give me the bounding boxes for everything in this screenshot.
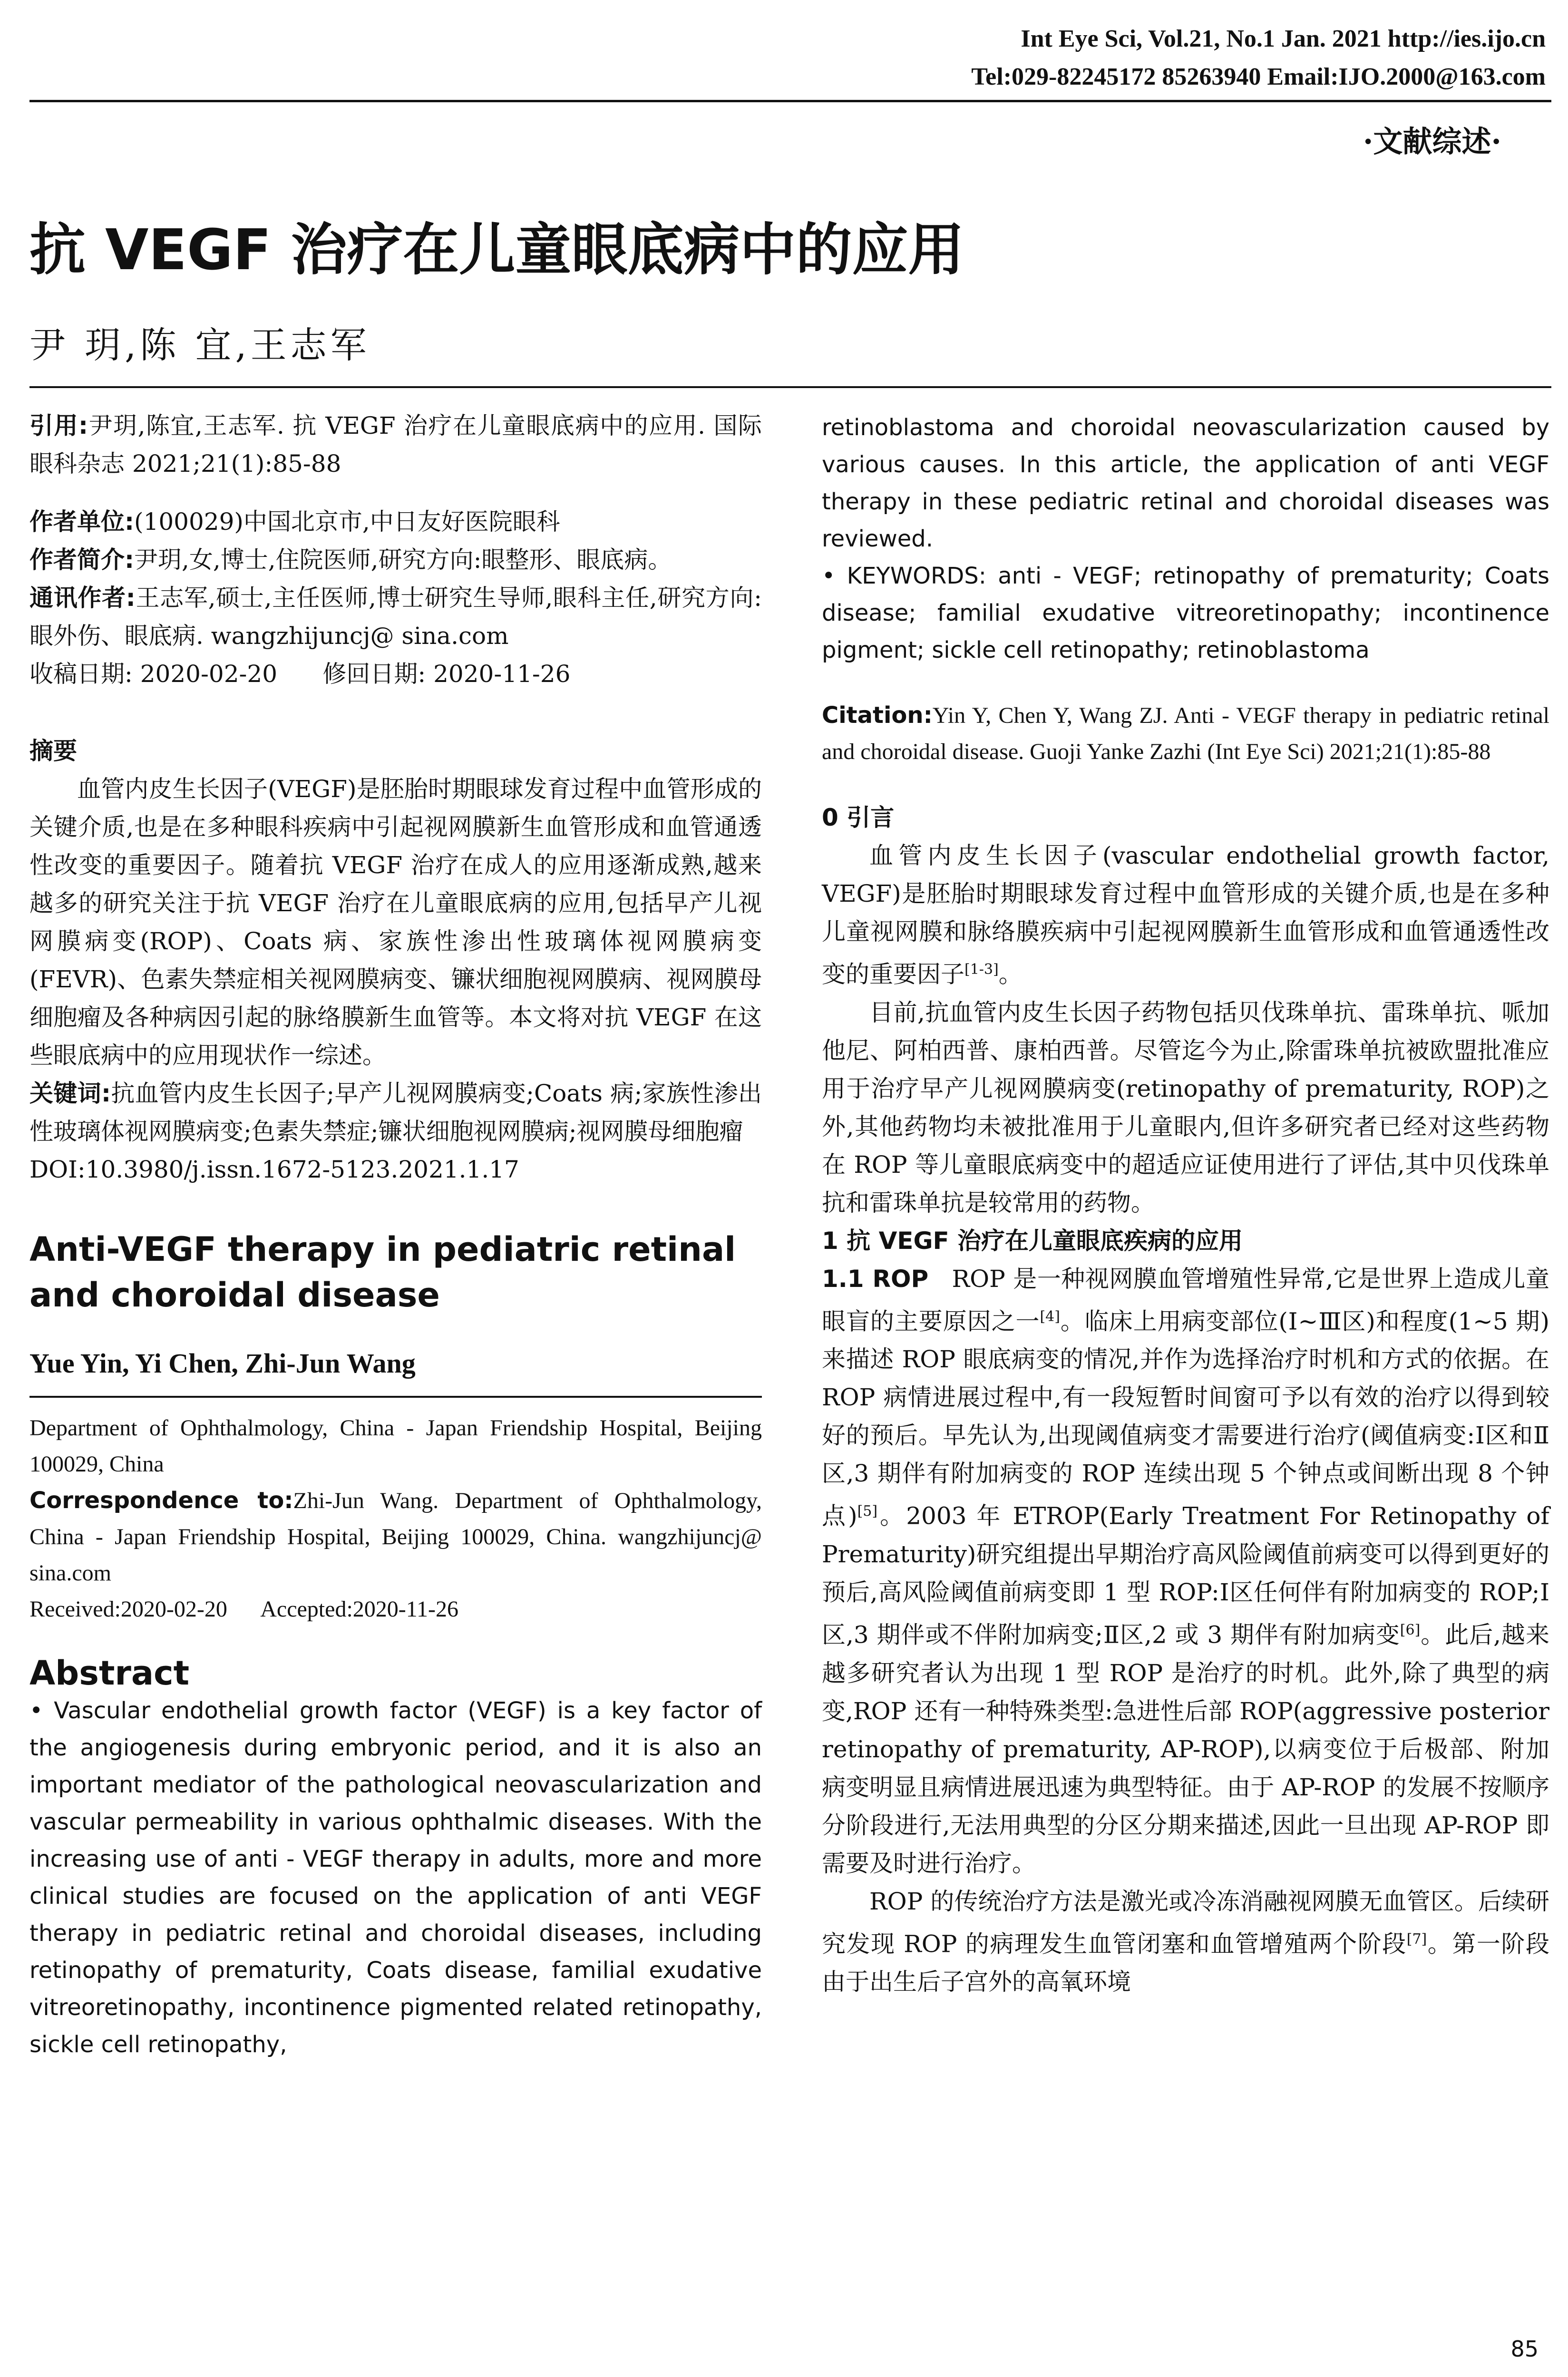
keywords-label: 关键词:	[29, 1080, 111, 1107]
s11-p1a: ROP 是一种视网膜血管增殖性异常,它是世界上造成儿童眼盲的主要原因之一	[822, 1265, 1549, 1335]
english-abstract-text: • Vascular endothelial growth factor (VEGF) is a key factor of the angiogenesis during embryonic period, and it is also an important mediator of the pathological neovascularization and vascular permeability in various ophthalmic diseases. With the increasing use of anti - VEGF therapy in adults, more and more clinical studies are focused on the application of anti VEGF therapy in pediatric retinal and choroidal diseases, including retinopathy of prematurity, Coats disease, familial exudative vitreoretinopathy, incontinence pigmented related retinopathy, sickle cell retinopathy,	[29, 1697, 762, 2058]
section0-paragraph2: 目前,抗血管内皮生长因子药物包括贝伐珠单抗、雷珠单抗、哌加他尼、阿柏西普、康柏西普。尽管迄今为止,除雷珠单抗被欧盟批准应用于治疗早产儿视网膜病变(retinopathy of prematurity, ROP)之外,其他药物均未被批准用于儿童眼内,但许多研究者已经对这些药物在 ROP 等儿童眼底病变中的超适应证使用进行了评估,其中贝伐珠单抗和雷珠单抗是较常用的药物。	[822, 998, 1549, 1217]
abstract-label-cn: 摘要	[29, 737, 77, 765]
ref-7: [7]	[1406, 1930, 1427, 1948]
s11-p1c: 。2003 年 ETROP(Early Treatment For Retinopathy of Prematurity)研究组提出早期治疗高风险阈值前病变可以得到更好的预后,高风险阈值前病变即 1 型 ROP:Ⅰ区任何伴有附加病变的 ROP;Ⅰ区,3 期伴或不伴附加病变;Ⅱ区,2 或 3 期伴有附加病变	[822, 1502, 1549, 1649]
keywords-cn	[29, 1074, 762, 1150]
abstract-text-cn: 血管内皮生长因子(VEGF)是胚胎时期眼球发育过程中血管形成的关键介质,也是在多种眼科疾病中引起视网膜新生血管形成和血管通透性改变的重要因子。随着抗 VEGF 治疗在成人的应用逐渐成熟,越来越多的研究关注于抗 VEGF 治疗在儿童眼底病的应用,包括早产儿视网膜病变(ROP)、Coats 病、家族性渗出性玻璃体视网膜病变(FEVR)、色素失禁症相关视网膜病变、镰状细胞视网膜病、视网膜母细胞瘤及各种病因引起的脉络膜新生血管等。本文将对抗 VEGF 在这些眼底病中的应用现状作一综述。	[29, 775, 762, 1069]
affiliation-text: (100029)中国北京市,中日友好医院眼科	[134, 508, 560, 536]
s11-p2b: 。第一阶段由于出生后子宫外的高氧环境	[822, 1930, 1549, 1996]
english-correspondence	[29, 1482, 762, 1591]
s11-p1b: 。临床上用病变部位(Ⅰ~Ⅲ区)和程度(1~5 期)来描述 ROP 眼底病变的情况,并作为选择治疗时机和方式的依据。在 ROP 病情进展过程中,有一段短暂时间窗可予以有效的治疗以得到较好的预后。早先认为,出现阈值病变才需要进行治疗(阈值病变:Ⅰ区和Ⅱ区,3 期伴有附加病变的 ROP 连续出现 5 个钟点或间断出现 8 个钟点)	[822, 1307, 1550, 1530]
english-keywords: • KEYWORDS: anti - VEGF; retinopathy of prematurity; Coats disease; familial exudative vitreoretinopathy; incontinence pigment; sickle cell retinopathy; retinoblastoma	[822, 563, 1549, 663]
affiliation-label: 作者单位:	[29, 508, 134, 536]
section11-label: 1.1 ROP	[822, 1265, 929, 1293]
section1-heading: 1 抗 VEGF 治疗在儿童眼底疾病的应用	[822, 1227, 1243, 1255]
english-citation	[822, 697, 1549, 770]
english-abstract-label: Abstract	[29, 1654, 190, 1693]
section11-paragraph1	[822, 1260, 1549, 1882]
ref-5: [5]	[857, 1503, 878, 1520]
s11-p1d: 。此后,越来越多研究者认为出现 1 型 ROP 是治疗的时机。此外,除了典型的病变,ROP 还有一种特殊类型:急进性后部 ROP(aggressive posterior retinopathy of prematurity, AP-ROP),以病变位于后极部、附加病变明显且病情进展迅速为典型特征。由于 AP-ROP 的发展不按顺序分阶段进行,无法用典型的分区分期来描述,因此一旦出现 AP-ROP 即需要及时进行治疗。	[822, 1621, 1549, 1877]
dates-cn: 收稿日期: 2020-02-20 修回日期: 2020-11-26	[29, 660, 571, 688]
ref-6: [6]	[1400, 1621, 1421, 1638]
english-abstract-continued: retinoblastoma and choroidal neovascularization caused by various causes. In this article, the application of anti VEGF therapy in these pediatric retinal and choroidal diseases was reviewed.	[822, 414, 1549, 552]
corr-text: 王志军,硕士,主任医师,博士研究生导师,眼科主任,研究方向:眼外伤、眼底病. wangzhijuncj@ sina.com	[29, 584, 762, 650]
english-dates: Received:2020-02-20 Accepted:2020-11-26	[29, 1597, 458, 1622]
header-rule	[29, 100, 1551, 102]
title-rule	[29, 386, 1551, 388]
section0-paragraph1	[822, 837, 1549, 994]
doi: DOI:10.3980/j.issn.1672-5123.2021.1.17	[29, 1156, 519, 1183]
section0-p1-text: 血管内皮生长因子(vascular endothelial growth factor, VEGF)是胚胎时期眼球发育过程中血管形成的关键介质,也是在多种儿童视网膜和脉络膜疾病中引起视网膜新生血管形成和血管通透性改变的重要因子	[822, 842, 1549, 988]
page-number: 85	[1510, 2336, 1539, 2362]
english-authors: Yue Yin, Yi Chen, Zhi-Jun Wang	[29, 1348, 416, 1379]
corresponding-author	[29, 579, 762, 655]
ref-1-3: [1-3]	[964, 961, 999, 978]
english-title: Anti-VEGF therapy in pediatric retinal and choroidal disease	[29, 1230, 736, 1315]
citation-label: 引用:	[29, 412, 88, 439]
right-column	[822, 409, 1549, 2001]
s11-p2a: ROP 的传统治疗方法是激光或冷冻消融视网膜无血管区。后续研究发现 ROP 的病理发生血管闭塞和血管增殖两个阶段	[822, 1887, 1549, 1958]
corr-label: 通讯作者:	[29, 584, 136, 612]
ref-4: [4]	[1040, 1308, 1060, 1325]
english-citation-text: Yin Y, Chen Y, Wang ZJ. Anti - VEGF therapy in pediatric retinal and choroidal disease. Guoji Yanke Zazhi (Int Eye Sci) 2021;21(1):85-88	[822, 703, 1549, 764]
section0-heading: 0 引言	[822, 804, 895, 831]
journal-header-line1: Int Eye Sci, Vol.21, No.1 Jan. 2021 http://ies.ijo.cn	[1021, 25, 1546, 52]
citation-cn	[29, 407, 762, 483]
author-bio	[29, 541, 762, 579]
bio-text: 尹玥,女,博士,住院医师,研究方向:眼整形、眼底病。	[134, 546, 672, 574]
left-column	[29, 407, 762, 2063]
authors-cn: 尹 玥,陈 宜,王志军	[29, 324, 370, 366]
english-department: Department of Ophthalmology, China - Japan Friendship Hospital, Beijing 100029, China	[29, 1415, 762, 1477]
article-title: 抗 VEGF 治疗在儿童眼底病中的应用	[29, 217, 964, 283]
keywords-text: 抗血管内皮生长因子;早产儿视网膜病变;Coats 病;家族性渗出性玻璃体视网膜病变;色素失禁症;镰状细胞视网膜病;视网膜母细胞瘤	[29, 1080, 762, 1145]
journal-header-line2: Tel:029-82245172 85263940 Email:IJO.2000@163.com	[971, 63, 1546, 90]
citation-text: 尹玥,陈宜,王志军. 抗 VEGF 治疗在儿童眼底病中的应用. 国际眼科杂志 2021;21(1):85-88	[29, 412, 762, 477]
english-corr-label: Correspondence to:	[29, 1487, 293, 1514]
english-citation-label: Citation:	[822, 702, 933, 729]
affiliation	[29, 503, 762, 541]
section-tag: ·文献综述·	[1363, 124, 1501, 159]
section11-paragraph2	[822, 1882, 1549, 2001]
section0-p1-end: 。	[998, 960, 1023, 988]
english-corr-text: Zhi-Jun Wang. Department of Ophthalmology, China - Japan Friendship Hospital, Beijing 100029, China. wangzhijuncj@ sina.com	[29, 1488, 762, 1586]
bio-label: 作者简介:	[29, 546, 134, 574]
